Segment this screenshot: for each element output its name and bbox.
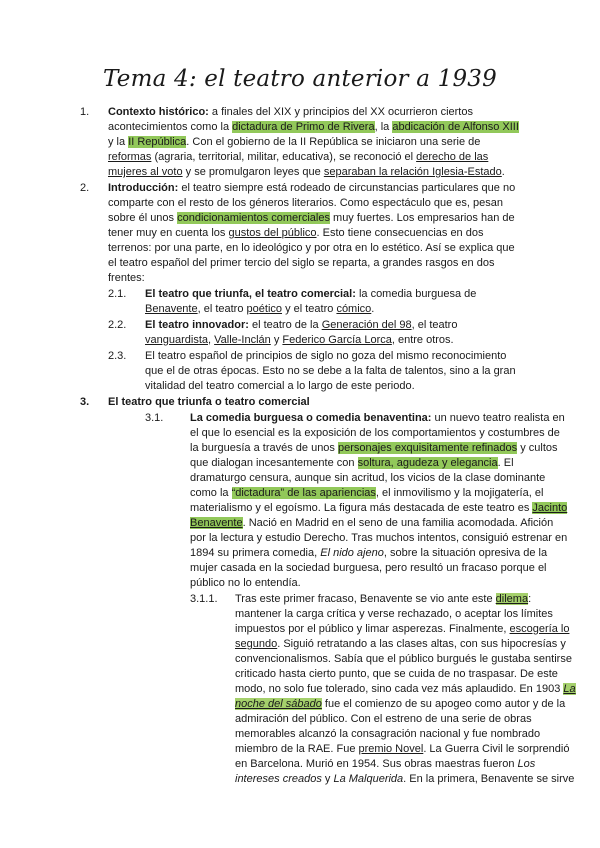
- paragraph-line: impuestos por el público y limar asperezas. Finalmente, escogería lo: [235, 623, 570, 635]
- paragraph-line: la burguesía a través de unos personajes exquisitamente refinados y cultos: [190, 442, 558, 454]
- paragraph-line: reformas (agraria, territorial, militar, educativa), se reconoció el derecho de las: [108, 151, 489, 163]
- highlight: Jacinto: [532, 502, 568, 514]
- paragraph-line: dramaturgo censura, aunque sin acritud, los vicios de la clase dominante: [190, 472, 546, 484]
- highlight: Benavente: [190, 517, 243, 529]
- paragraph-line: intereses creados y La Malquerida. En la primera, Benavente se sirve: [235, 773, 575, 785]
- highlight: “dictadura” de las apariencias: [231, 487, 376, 499]
- section-number: 3.: [80, 396, 90, 408]
- paragraph-line: tener muy en cuenta los gustos del público. Esto tiene consecuencias en dos: [108, 227, 484, 239]
- paragraph-line: admiración del público. Con el estreno de una serie de obras: [235, 713, 532, 725]
- paragraph-line: y la II República. Con el gobierno de la II República se iniciaron una serie de: [108, 136, 481, 148]
- highlight: abdicación de Alfonso XIII: [392, 121, 519, 133]
- paragraph-line: miembro de la RAE. Fue premio Novel. La Guerra Civil le sorprendió: [235, 743, 570, 755]
- highlight: personajes exquisitamente refinados: [337, 442, 518, 454]
- highlight: dictadura de Primo de Rivera: [232, 121, 375, 133]
- highlight: noche del sábado: [235, 698, 322, 710]
- paragraph-line: El teatro que triunfa, el teatro comercial: la comedia burguesa de: [145, 288, 477, 300]
- paragraph-line: Benavente. Nació en Madrid en el seno de una familia acomodada. Afición: [190, 517, 554, 529]
- paragraph-line: Contexto histórico: a finales del XIX y principios del XX ocurrieron ciertos: [108, 106, 473, 118]
- paragraph-line: el teatro español del primer tercio del siglo se reparta, a grandes rasgos en dos: [108, 257, 495, 269]
- paragraph-line: terrenos: por una parte, en lo ideológico y por otra en lo estético. Así se explica que: [108, 242, 515, 254]
- paragraph-line: convencionalismos. Sabía que el público burgués le gustaba sentirse: [235, 653, 572, 665]
- paragraph-line: memorables alcanzó la consagración nacional y fue nombrado: [235, 728, 541, 740]
- highlight: dilema: [495, 593, 529, 605]
- paragraph-line: materialismo y el egoísmo. La figura más destacada de este teatro es Jacinto: [190, 502, 568, 514]
- paragraph-line: criticado hasta cierto punto, que se cuida de no traspasar. De este: [235, 668, 558, 680]
- paragraph-line: Introducción: el teatro siempre está rodeado de circunstancias particulares que no: [108, 182, 516, 194]
- section-number: 1.: [80, 106, 90, 118]
- paragraph-line: mujer casada en la sociedad burguesa, pero resultó un fracaso porque el: [190, 562, 547, 574]
- page-title: Tema 4: el teatro anterior a 1939: [103, 66, 497, 92]
- paragraph-line: Benavente, el teatro poético y el teatro cómico.: [145, 303, 375, 315]
- subsection-number: 2.2.: [108, 319, 127, 331]
- paragraph-line: vanguardista, Valle-Inclán y Federico García Lorca, entre otros.: [145, 334, 454, 346]
- paragraph-line: público no lo entendía.: [190, 577, 301, 589]
- paragraph-line: sobre él unos condicionamientos comerciales muy fuertes. Los empresarios han de: [108, 212, 515, 224]
- paragraph-line: La comedia burguesa o comedia benaventina: un nuevo teatro realista en: [190, 412, 565, 424]
- paragraph-line: mantener la carga crítica y verse rechazado, o aceptar los límites: [235, 608, 553, 620]
- paragraph-line: acontecimientos como la dictadura de Primo de Rivera, la abdicación de Alfonso XIII: [108, 121, 519, 133]
- subsection-number: 2.1.: [108, 288, 127, 300]
- paragraph-line: que dialogan incesantemente con soltura, agudeza y elegancia. El: [190, 457, 514, 469]
- paragraph-line: que el de otras épocas. Esto no se debe a la falta de talentos, sino a la gran: [145, 365, 516, 377]
- section-number: 2.: [80, 182, 90, 194]
- paragraph-line: en Barcelona. Murió en 1954. Sus obras maestras fueron Los: [235, 758, 536, 770]
- highlight: II República: [128, 136, 187, 148]
- highlight: condicionamientos comerciales: [177, 212, 330, 224]
- subsection-number-label: 3.1.: [145, 412, 164, 424]
- paragraph-line: noche del sábado fue el comienzo de su apogeo como autor y de la: [235, 698, 566, 710]
- paragraph-line: comparte con el resto de los géneros literarios. Como espectáculo que es, pesan: [108, 197, 503, 209]
- paragraph-line: el que lo esencial es la exposición de los comportamientos y costumbres de: [190, 427, 560, 439]
- highlight: La: [563, 683, 576, 695]
- paragraph-line: modo, no solo fue tolerado, sino cada vez más aplaudido. En 1903 La: [235, 683, 576, 695]
- paragraph-line: El teatro innovador: el teatro de la Generación del 98, el teatro: [145, 319, 458, 331]
- paragraph-line: El teatro español de principios de siglo no goza del mismo reconocimiento: [145, 350, 507, 362]
- paragraph-line: mujeres al voto y se promulgaron leyes que separaban la relación Iglesia-Estado.: [108, 166, 505, 178]
- highlight: soltura, agudeza y elegancia: [357, 457, 498, 469]
- paragraph-line: 1894 su primera comedia, El nido ajeno, sobre la situación opresiva de la: [190, 547, 548, 559]
- paragraph-line: segundo. Siguió retratando a las clases altas, con sus hipocresías y: [235, 638, 566, 650]
- paragraph-line: Tras este primer fracaso, Benavente se vio ante este dilema:: [235, 593, 532, 605]
- section-heading: El teatro que triunfa o teatro comercial: [108, 396, 310, 408]
- paragraph-line: por la lectura y estudio Derecho. Tras muchos intentos, consiguió estrenar en: [190, 532, 568, 544]
- subsection-number: 2.3.: [108, 350, 127, 362]
- paragraph-line: como la “dictadura” de las apariencias, el inmovilismo y la mojigatería, el: [190, 487, 544, 499]
- paragraph-line: vitalidad del teatro comercial a lo largo de este periodo.: [145, 380, 415, 392]
- subsubsection-number: 3.1.1.: [190, 593, 218, 605]
- paragraph-line: frentes:: [108, 272, 145, 284]
